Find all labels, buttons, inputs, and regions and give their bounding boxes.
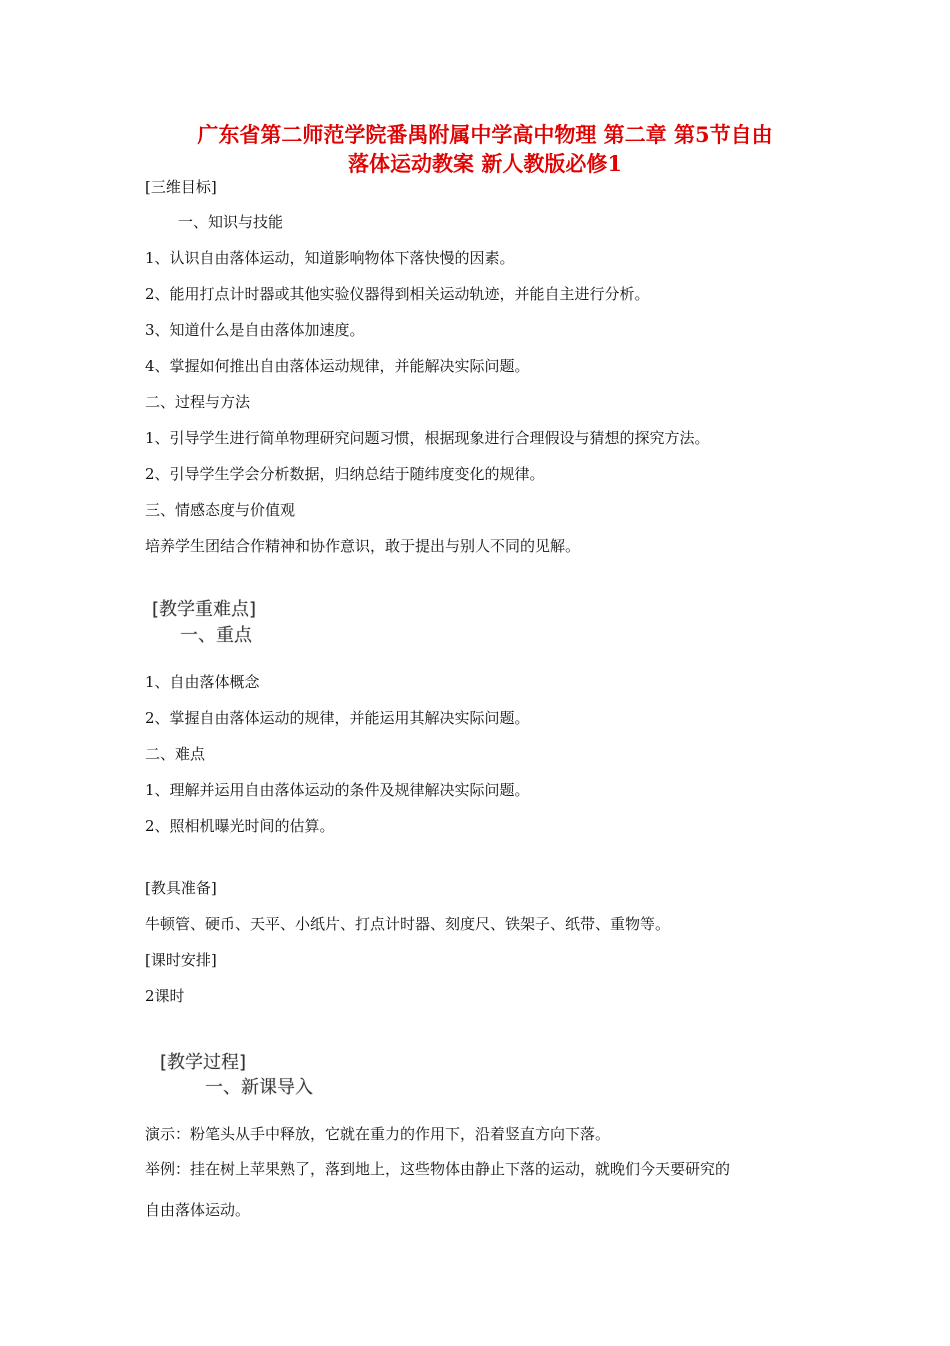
- subheading-knowledge: 一、知识与技能: [178, 213, 284, 231]
- section-heading-goals: [三维目标]: [145, 178, 217, 196]
- subheading-key: 一、重点: [180, 625, 252, 646]
- paragraph: 1、认识自由落体运动，知道影响物体下落快慢的因素。: [145, 249, 515, 267]
- paragraph: 举例：挂在树上苹果熟了，落到地上，这些物体由静止下落的运动，就晚们今天要研究的: [145, 1160, 731, 1178]
- paragraph: 2、掌握自由落体运动的规律，并能运用其解决实际问题。: [145, 709, 530, 727]
- paragraph: 培养学生团结合作精神和协作意识，敢于提出与别人不同的见解。: [145, 537, 581, 555]
- paragraph: 2、照相机曝光时间的估算。: [145, 817, 335, 835]
- subheading-difficulty: 二、难点: [145, 745, 206, 763]
- subheading-attitude: 三、情感态度与价值观: [145, 501, 296, 519]
- paragraph: 3、知道什么是自由落体加速度。: [145, 321, 365, 339]
- subheading-process: 二、过程与方法: [145, 393, 251, 411]
- paragraph: 2课时: [145, 987, 185, 1005]
- subheading-intro: 一、新课导入: [205, 1077, 313, 1098]
- paragraph: 牛顿管、硬币、天平、小纸片、打点计时器、刻度尺、铁架子、纸带、重物等。: [145, 915, 671, 933]
- document-title-line-2: 落体运动教案 新人教版必修1: [348, 151, 622, 176]
- paragraph: 演示：粉笔头从手中释放，它就在重力的作用下，沿着竖直方向下落。: [145, 1125, 611, 1143]
- paragraph: 1、自由落体概念: [145, 673, 260, 691]
- paragraph: 自由落体运动。: [145, 1201, 251, 1219]
- paragraph: 2、能用打点计时器或其他实验仪器得到相关运动轨迹，并能自主进行分析。: [145, 285, 650, 303]
- paragraph: 4、掌握如何推出自由落体运动规律，并能解决实际问题。: [145, 357, 530, 375]
- paragraph: 1、引导学生进行简单物理研究问题习惯，根据现象进行合理假设与猜想的探究方法。: [145, 429, 710, 447]
- paragraph: 2、引导学生学会分析数据，归纳总结于随纬度变化的规律。: [145, 465, 545, 483]
- section-heading-equipment: [教具准备]: [145, 879, 217, 897]
- section-heading-key-points: [教学重难点]: [152, 599, 257, 620]
- section-heading-process: [教学过程]: [160, 1052, 247, 1073]
- document-title-line-1: 广东省第二师范学院番禺附属中学高中物理 第二章 第5节自由: [197, 122, 773, 147]
- paragraph: 1、理解并运用自由落体运动的条件及规律解决实际问题。: [145, 781, 530, 799]
- section-heading-schedule: [课时安排]: [145, 951, 217, 969]
